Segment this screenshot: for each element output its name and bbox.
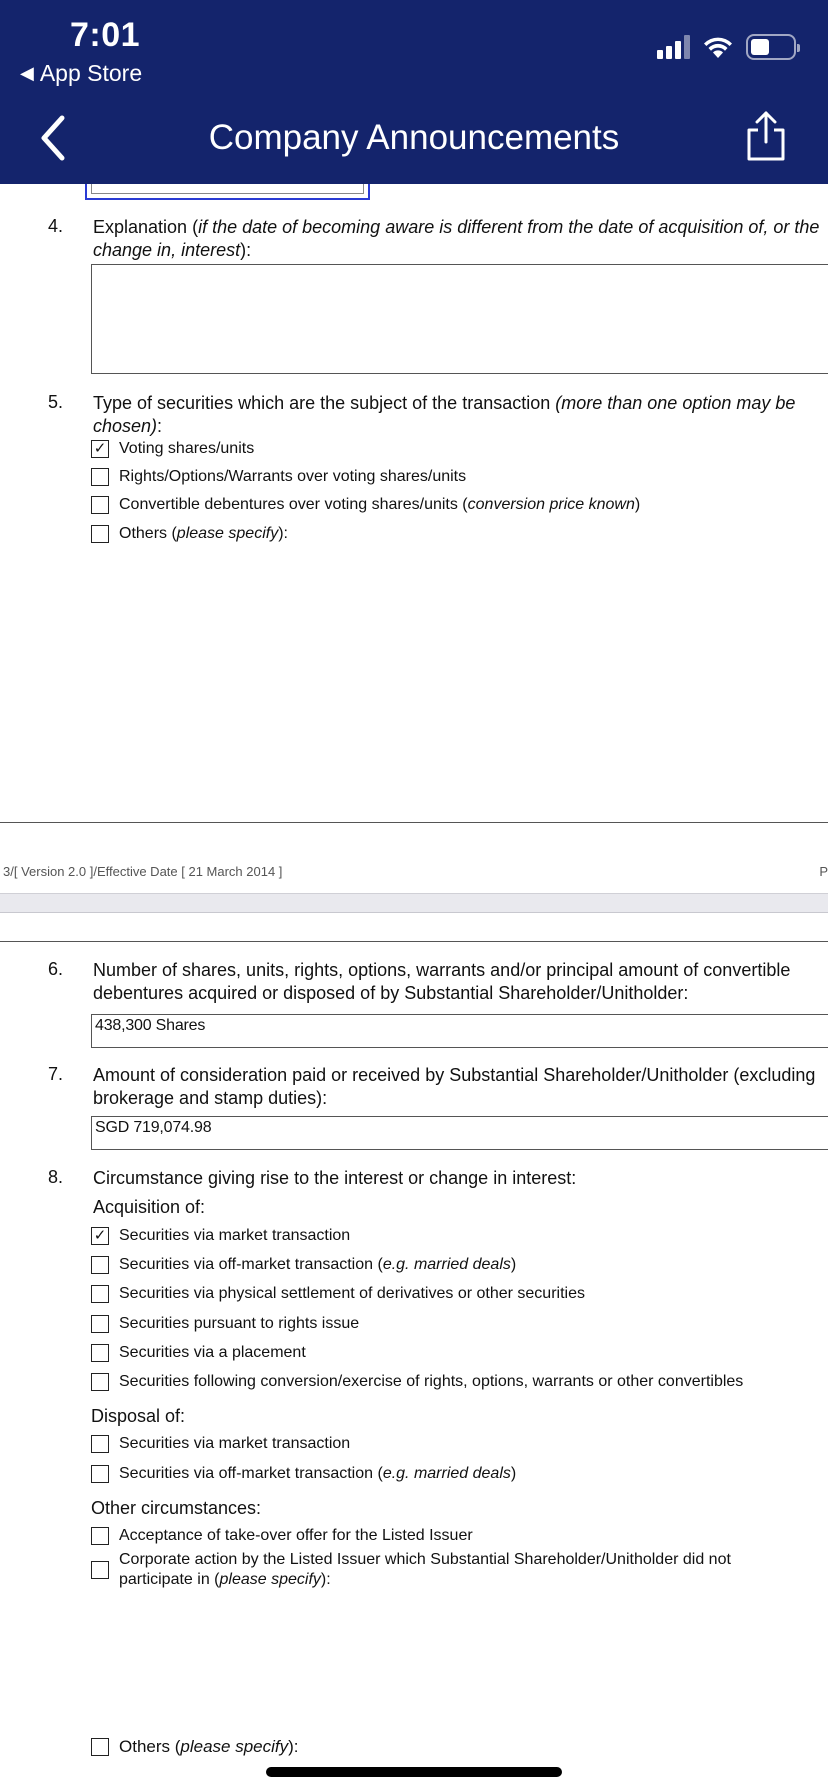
home-indicator[interactable]: [266, 1767, 562, 1777]
page-title: Company Announcements: [208, 118, 620, 157]
share-icon[interactable]: [744, 110, 788, 162]
acq-placement[interactable]: Securities via a placement: [91, 1343, 306, 1363]
disposal-label: Disposal of:: [91, 1406, 186, 1426]
checkbox[interactable]: [91, 525, 109, 543]
question-number: 5.: [48, 392, 64, 412]
shares-amount-field[interactable]: 438,300 Shares: [91, 1014, 828, 1048]
disp-market-transaction[interactable]: Securities via market transaction: [91, 1434, 350, 1454]
status-time: 7:01: [70, 16, 141, 54]
checkbox[interactable]: [91, 496, 109, 514]
disp-off-market-transaction[interactable]: Securities via off-market transaction (e.g. married deals): [91, 1464, 516, 1484]
question-text: Explanation (if the date of becoming aware is different from the date of acquisition of, or the change in, interest):: [93, 217, 820, 260]
checkbox[interactable]: [91, 1561, 109, 1579]
back-triangle-icon: ◀: [20, 63, 34, 83]
checkbox-checked[interactable]: ✓: [91, 1227, 109, 1245]
other-circumstances-label: Other circumstances:: [91, 1498, 262, 1518]
option-voting-shares[interactable]: ✓ Voting shares/units: [91, 439, 254, 459]
question-number: 7.: [48, 1064, 64, 1084]
acq-market-transaction[interactable]: ✓ Securities via market transaction: [91, 1226, 350, 1246]
checkbox[interactable]: [91, 1465, 109, 1483]
acq-rights-issue[interactable]: Securities pursuant to rights issue: [91, 1314, 359, 1334]
app-header: [0, 0, 828, 184]
checkbox[interactable]: [91, 1285, 109, 1303]
option-rights-options-warrants[interactable]: Rights/Options/Warrants over voting shares/units: [91, 467, 466, 487]
checkbox[interactable]: [91, 468, 109, 486]
checkbox[interactable]: [91, 1435, 109, 1453]
status-icons: [657, 34, 796, 60]
other-corporate-action[interactable]: Corporate action by the Listed Issuer which Substantial Shareholder/Unitholder did not participate in (please specify):: [91, 1550, 771, 1590]
question-text: Amount of consideration paid or received by Substantial Shareholder/Unitholder (excluding brokerage and stamp duties):: [93, 1065, 816, 1108]
other-takeover-offer[interactable]: Acceptance of take-over offer for the Listed Issuer: [91, 1526, 473, 1546]
checkbox[interactable]: [91, 1527, 109, 1545]
back-to-app-store-link[interactable]: [20, 60, 142, 87]
previous-field-box[interactable]: [85, 184, 370, 200]
page-footer-text: 3/[ Version 2.0 ]/Effective Date [ 21 March 2014 ]: [3, 864, 283, 879]
question-number: 6.: [48, 959, 64, 979]
checkbox[interactable]: [91, 1373, 109, 1391]
question-text: Circumstance giving rise to the interest or change in interest:: [93, 1168, 577, 1188]
option-convertible-debentures[interactable]: Convertible debentures over voting shares/units (conversion price known): [91, 495, 640, 515]
other-others[interactable]: Others (please specify):: [91, 1737, 299, 1757]
wifi-icon: [702, 34, 734, 60]
option-others[interactable]: Others (please specify):: [91, 524, 288, 544]
back-app-label: App Store: [39, 60, 143, 86]
acq-conversion-exercise[interactable]: Securities following conversion/exercise of rights, options, warrants or other convertibles: [91, 1372, 743, 1392]
question-number: 4.: [48, 216, 64, 236]
question-number: 8.: [48, 1167, 64, 1187]
page-footer-rule: [0, 822, 828, 823]
page-footer-page: P: [819, 864, 828, 879]
signal-icon: [657, 35, 690, 59]
question-text: Type of securities which are the subject of the transaction (more than one option may be chosen):: [93, 393, 796, 436]
page-separator: [0, 893, 828, 913]
explanation-input[interactable]: [91, 264, 828, 374]
checkbox-checked[interactable]: ✓: [91, 440, 109, 458]
acq-physical-settlement[interactable]: Securities via physical settlement of derivatives or other securities: [91, 1284, 585, 1304]
acq-off-market-transaction[interactable]: Securities via off-market transaction (e.g. married deals): [91, 1255, 516, 1275]
checkbox[interactable]: [91, 1256, 109, 1274]
acquisition-label: Acquisition of:: [93, 1197, 206, 1217]
question-text: Number of shares, units, rights, options, warrants and/or principal amount of convertible debentures acquired or disposed of by Substantial Shareholder/Unitholder:: [93, 960, 791, 1003]
consideration-amount-field[interactable]: SGD 719,074.98: [91, 1116, 828, 1150]
battery-icon: [746, 34, 796, 60]
checkbox[interactable]: [91, 1315, 109, 1333]
checkbox[interactable]: [91, 1738, 109, 1756]
pdf-document-view[interactable]: [0, 184, 828, 1792]
checkbox[interactable]: [91, 1344, 109, 1362]
page-header-rule: [0, 941, 828, 942]
